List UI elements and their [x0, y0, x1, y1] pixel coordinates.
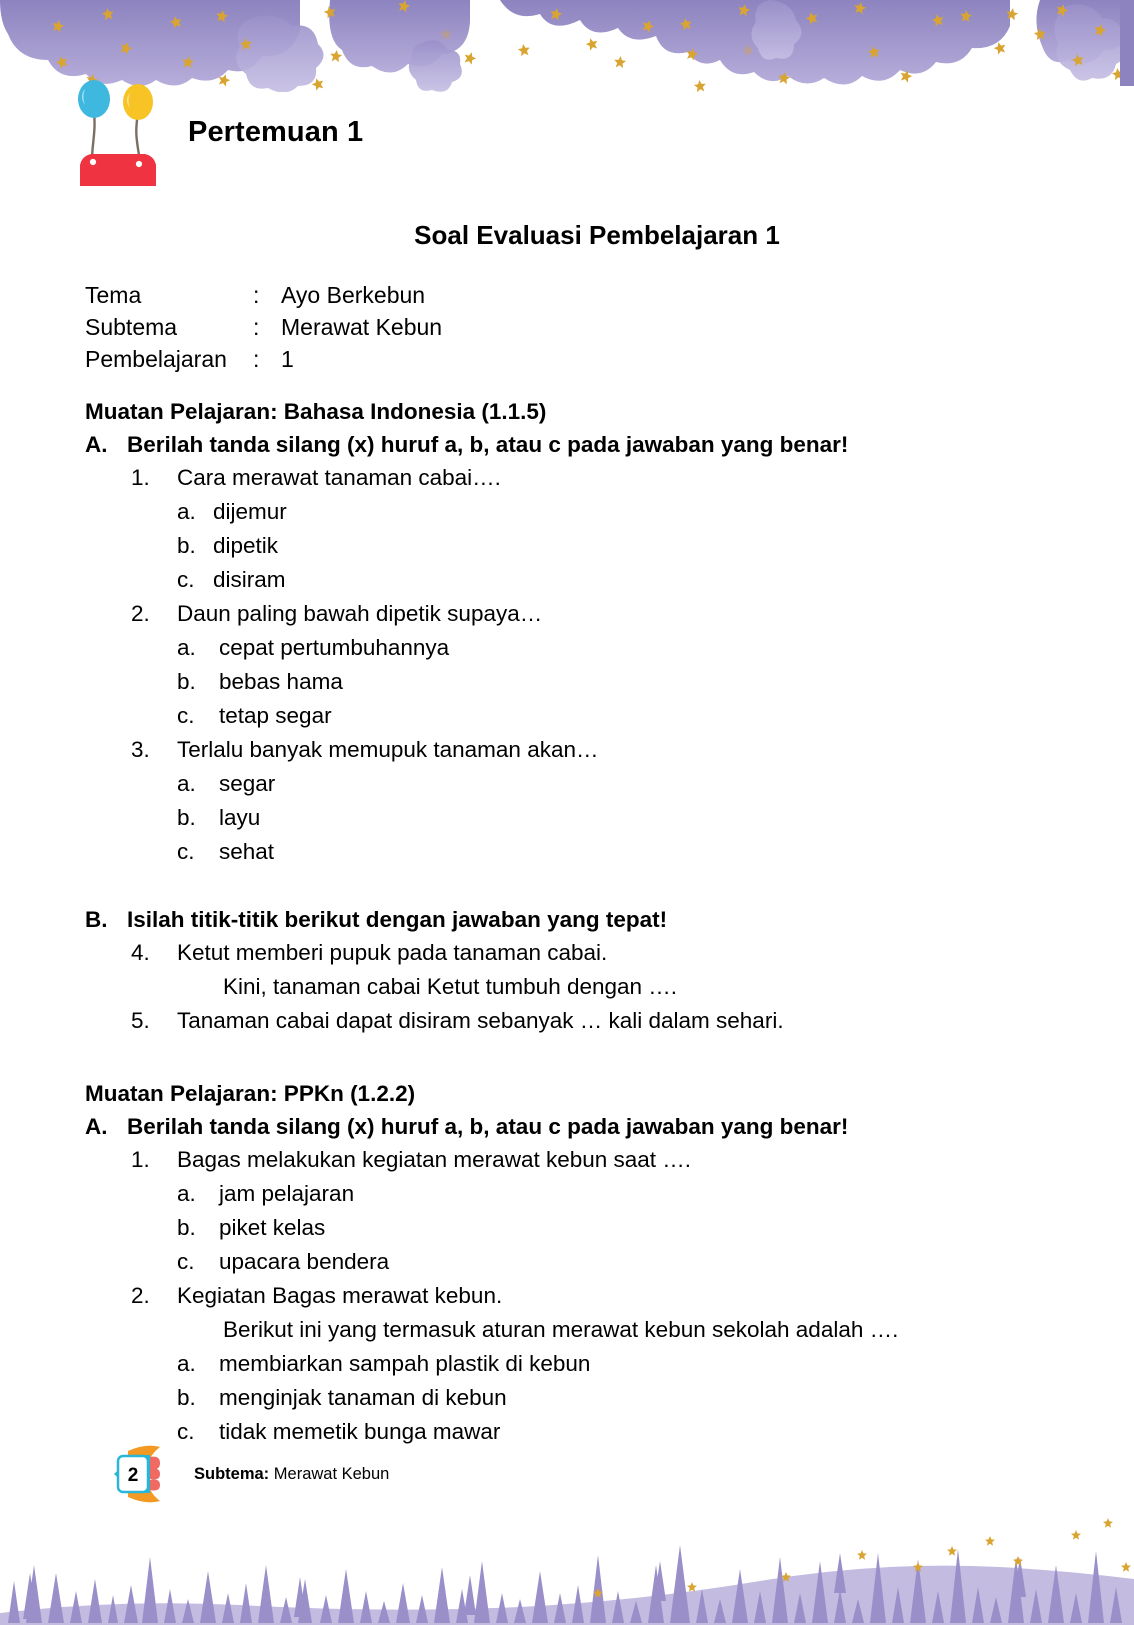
meta-key: Pembelajaran [85, 346, 227, 372]
option-text: cepat pertumbuhannya [219, 635, 450, 660]
option-text: bebas hama [219, 669, 343, 694]
option-item[interactable] [85, 1381, 1045, 1415]
part-letter: A. [85, 432, 108, 457]
meta-value: Merawat Kebun [281, 314, 443, 340]
option-text: dijemur [213, 499, 287, 524]
option-text: dipetik [213, 533, 279, 558]
option-letter: a. [177, 1181, 196, 1206]
meta-colon: : [253, 282, 260, 308]
question-text: Kegiatan Bagas merawat kebun. [177, 1283, 503, 1308]
part-letter: A. [85, 1114, 108, 1139]
question-item [85, 1004, 1045, 1038]
question-item [85, 461, 1045, 495]
footer-forest-decoration [0, 1495, 1134, 1625]
part-heading [85, 428, 1045, 461]
option-letter: a. [177, 635, 196, 660]
question-list [85, 461, 1045, 869]
meta-info [85, 279, 442, 375]
option-item[interactable] [85, 835, 1045, 869]
part-instruction: Isilah titik-titik berikut dengan jawaban yang tepat! [127, 907, 668, 932]
question-number: 1. [131, 1147, 150, 1172]
option-letter: b. [177, 805, 196, 830]
option-letter: b. [177, 1215, 196, 1240]
question-continuation: Berikut ini yang termasuk aturan merawat kebun sekolah adalah …. [223, 1317, 899, 1342]
question-item [85, 1279, 1045, 1313]
question-number: 2. [131, 1283, 150, 1308]
meta-key: Subtema [85, 314, 178, 340]
page-title: Pertemuan 1 [188, 115, 364, 148]
option-item[interactable] [85, 1177, 1045, 1211]
question-number: 2. [131, 601, 150, 626]
option-item[interactable] [85, 495, 1045, 529]
question-item [85, 597, 1045, 631]
option-item[interactable] [85, 1347, 1045, 1381]
option-letter: b. [177, 669, 196, 694]
option-letter: c. [177, 839, 195, 864]
option-text: menginjak tanaman di kebun [219, 1385, 507, 1410]
question-item [85, 936, 1045, 970]
question-continuation: Kini, tanaman cabai Ketut tumbuh dengan …. [223, 974, 678, 999]
option-letter: c. [177, 567, 195, 592]
question-text: Tanaman cabai dapat disiram sebanyak … kali dalam sehari. [177, 1008, 784, 1033]
evaluation-title: Soal Evaluasi Pembelajaran 1 [414, 220, 780, 250]
meta-colon: : [253, 346, 260, 372]
part-letter: B. [85, 907, 108, 932]
subject-heading: Muatan Pelajaran: Bahasa Indonesia (1.1.5) [85, 399, 547, 424]
footer-value: Merawat Kebun [269, 1464, 390, 1483]
option-item[interactable] [85, 801, 1045, 835]
meta-row [85, 343, 442, 375]
question-number: 1. [131, 465, 150, 490]
option-text: tidak memetik bunga mawar [219, 1419, 501, 1444]
meta-colon: : [253, 314, 260, 340]
option-text: upacara bendera [219, 1249, 390, 1274]
question-item [85, 733, 1045, 767]
option-text: jam pelajaran [219, 1181, 355, 1206]
option-text: disiram [213, 567, 286, 592]
meta-row [85, 279, 442, 311]
option-text: layu [219, 805, 261, 830]
option-letter: c. [177, 1249, 195, 1274]
option-letter: a. [177, 1351, 196, 1376]
question-item [85, 1143, 1045, 1177]
option-item[interactable] [85, 529, 1045, 563]
right-edge-accent-bar [1120, 0, 1134, 86]
option-text: sehat [219, 839, 275, 864]
option-letter: b. [177, 533, 196, 558]
option-letter: a. [177, 499, 196, 524]
part-instruction: Berilah tanda silang (x) huruf a, b, atau c pada jawaban yang benar! [127, 432, 849, 457]
meta-value: Ayo Berkebun [281, 282, 426, 308]
question-text: Daun paling bawah dipetik supaya… [177, 601, 543, 626]
option-text: segar [219, 771, 276, 796]
question-number: 4. [131, 940, 150, 965]
page-number: 2 [127, 1465, 139, 1486]
question-list [85, 1143, 1045, 1449]
option-text: membiarkan sampah plastik di kebun [219, 1351, 591, 1376]
option-item[interactable] [85, 563, 1045, 597]
balloons-card-icon [72, 78, 174, 186]
question-text: Terlalu banyak memupuk tanaman akan… [177, 737, 599, 762]
option-item[interactable] [85, 1211, 1045, 1245]
option-item[interactable] [85, 767, 1045, 801]
section-spacer [85, 869, 1045, 903]
question-list [85, 936, 1045, 1038]
meeting-header [72, 78, 363, 186]
question-number: 3. [131, 737, 150, 762]
part-heading [85, 903, 1045, 936]
meta-value: 1 [281, 346, 294, 372]
option-text: piket kelas [219, 1215, 326, 1240]
option-letter: a. [177, 771, 196, 796]
question-number: 5. [131, 1008, 150, 1033]
option-letter: c. [177, 703, 195, 728]
footer-subtema [194, 1465, 389, 1484]
option-item[interactable] [85, 699, 1045, 733]
option-item[interactable] [85, 665, 1045, 699]
section-spacer [85, 1038, 1045, 1078]
part-heading [85, 1110, 1045, 1143]
option-item[interactable] [85, 1245, 1045, 1279]
option-letter: c. [177, 1419, 195, 1444]
question-text: Cara merawat tanaman cabai…. [177, 465, 501, 490]
meta-key: Tema [85, 282, 142, 308]
question-text: Ketut memberi pupuk pada tanaman cabai. [177, 940, 608, 965]
option-item[interactable] [85, 631, 1045, 665]
part-instruction: Berilah tanda silang (x) huruf a, b, atau c pada jawaban yang benar! [127, 1114, 849, 1139]
footer-label: Subtema: [194, 1464, 270, 1483]
question-text: Bagas melakukan kegiatan merawat kebun saat …. [177, 1147, 692, 1172]
option-letter: b. [177, 1385, 196, 1410]
meta-row [85, 311, 442, 343]
subject-heading: Muatan Pelajaran: PPKn (1.2.2) [85, 1081, 416, 1106]
question-content [85, 396, 1045, 1449]
option-text: tetap segar [219, 703, 332, 728]
